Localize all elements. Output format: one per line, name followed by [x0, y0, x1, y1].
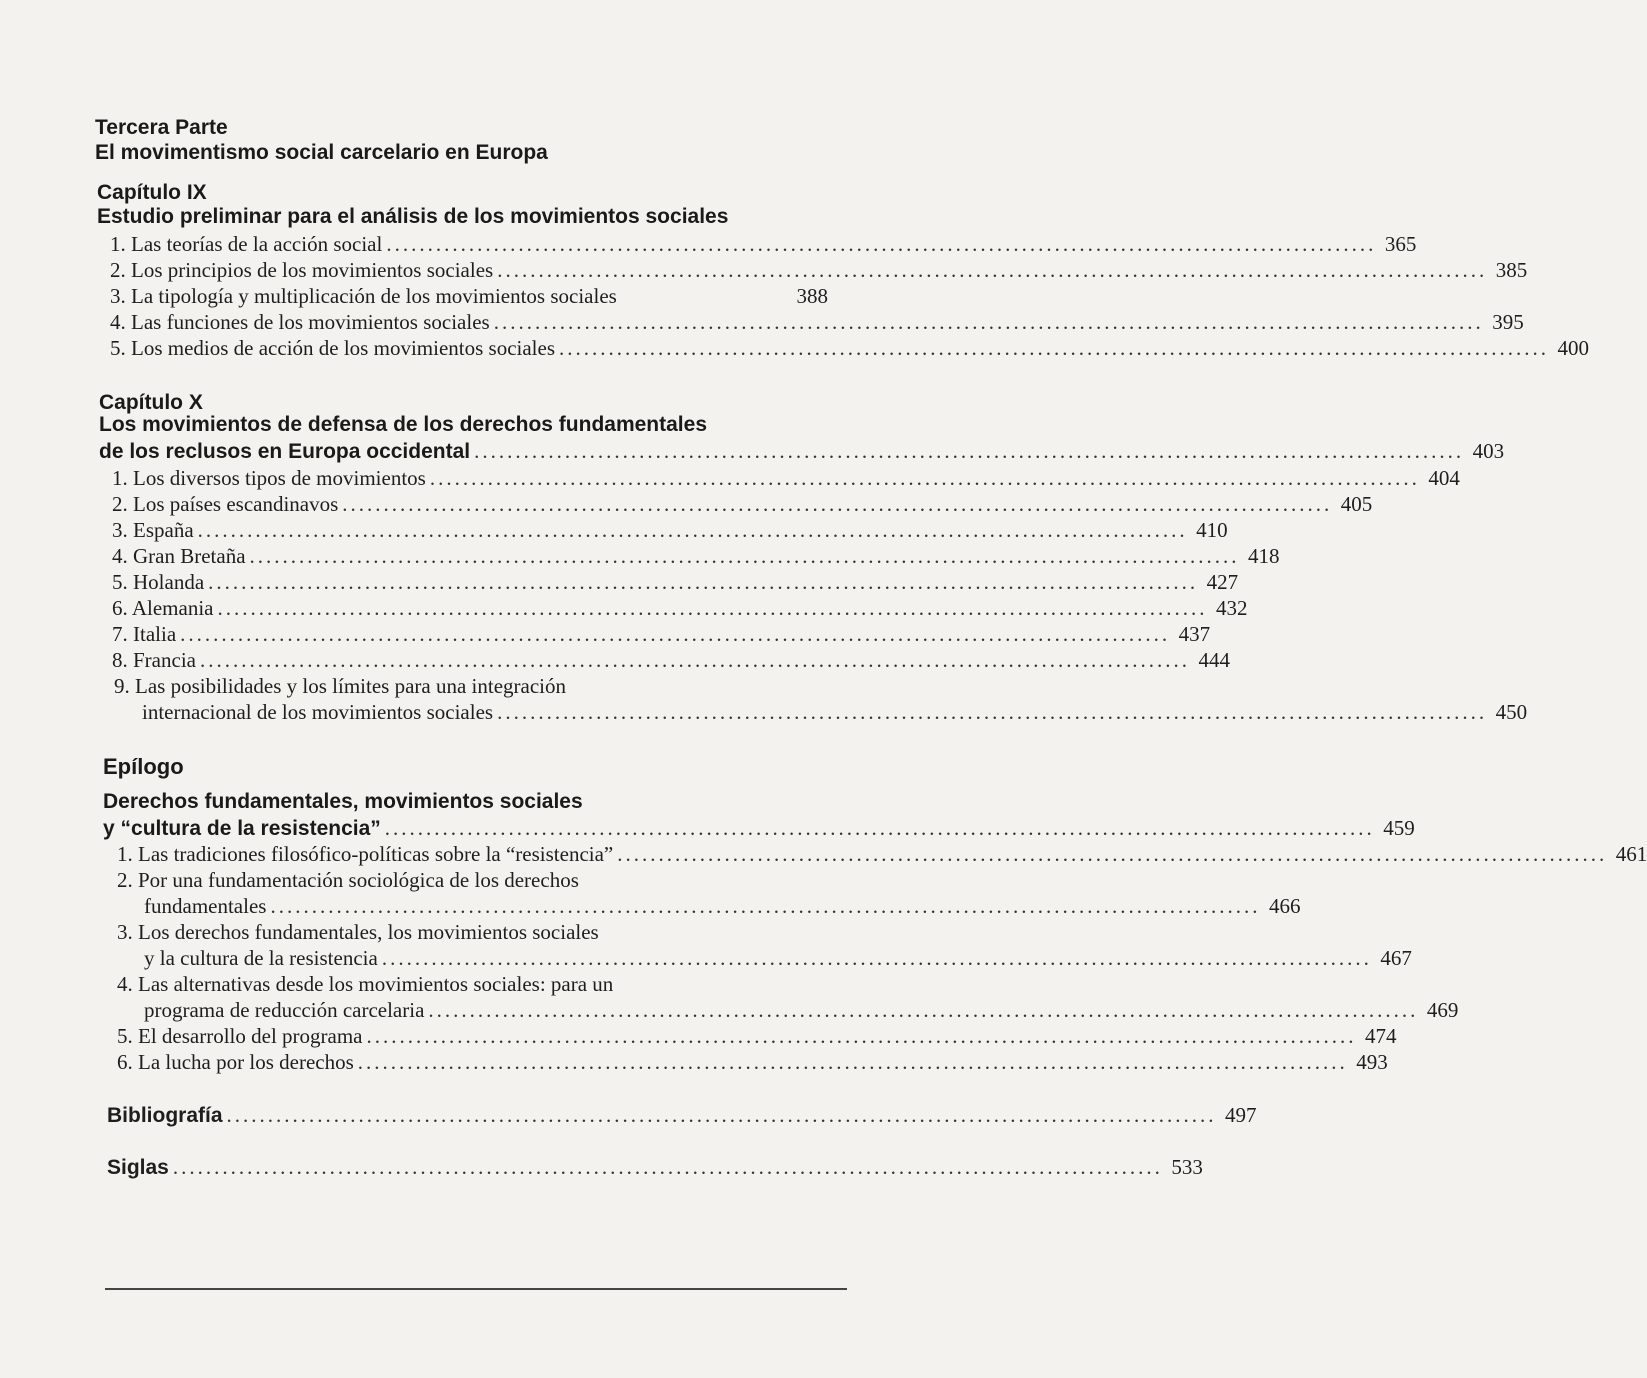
dot-leader: ........................................................................................................................ — [172, 1155, 1163, 1179]
entry-title: 2. Por una fundamentación sociológica de los derechos — [117, 868, 579, 892]
entry-title: 1. Las teorías de la acción social — [110, 232, 383, 256]
chapter-10-label: Capítulo X — [99, 391, 203, 414]
toc-entry — [112, 517, 1228, 543]
page-number: 410 — [1196, 518, 1228, 542]
dot-leader: ........................................................................................................................ — [197, 518, 1188, 542]
dot-leader: ........................................................................................................................ — [559, 336, 1549, 360]
dot-leader: ........................................................................................................................ — [617, 842, 1608, 866]
dot-leader: ........................................................................................................................ — [208, 570, 1199, 594]
entry-title: 6. Alemania — [112, 596, 214, 620]
page-number: 450 — [1495, 700, 1528, 724]
page-number: 400 — [1557, 336, 1589, 360]
epilogue-title-cont: y “cultura de la resistencia” — [103, 817, 381, 840]
toc-entry — [117, 1049, 1388, 1075]
epilogue-label: Epílogo — [103, 754, 184, 779]
acronyms-label: Siglas — [107, 1156, 169, 1179]
dot-leader: ........................................................................................................................ — [249, 544, 1240, 568]
page-number: 467 — [1380, 946, 1412, 970]
page-number: 437 — [1178, 622, 1211, 646]
entry-title-cont: y la cultura de la resistencia — [144, 946, 378, 970]
chapter-10-title: Los movimientos de defensa de los derechos fundamentales — [99, 413, 707, 436]
toc-entry — [110, 283, 828, 309]
bibliography-label: Bibliografía — [107, 1104, 223, 1127]
epilogue-title: Derechos fundamentales, movimientos sociales — [103, 790, 583, 813]
page-number: 385 — [1495, 258, 1528, 282]
entry-title: 2. Los países escandinavos — [112, 492, 339, 516]
bibliography-line — [107, 1102, 1257, 1128]
entry-title: 4. Las alternativas desde los movimientos sociales: para un — [117, 972, 614, 996]
toc-entry — [110, 309, 1524, 335]
page-number: 388 — [796, 284, 828, 308]
page-number: 405 — [1340, 492, 1373, 516]
dot-leader: ........................................................................................................................ — [497, 700, 1488, 724]
page-number: 418 — [1248, 544, 1280, 568]
entry-title: 8. Francia — [112, 648, 196, 672]
chapter-10-title-line — [99, 438, 1505, 464]
page-number: 432 — [1215, 596, 1248, 620]
toc-entry — [112, 647, 1230, 673]
page-number: 474 — [1365, 1024, 1397, 1048]
page-number: 469 — [1426, 998, 1459, 1022]
toc-entry — [110, 257, 1528, 283]
page-number: 461 — [1615, 842, 1647, 866]
page-number: 497 — [1225, 1103, 1257, 1127]
dot-leader: ........................................................................................................................ — [366, 1024, 1357, 1048]
page-number: 466 — [1268, 894, 1301, 918]
dot-leader: ........................................................................................................................ — [381, 946, 1372, 970]
dot-leader: ........................................................................................................................ — [270, 894, 1261, 918]
dot-leader: ........................................................................................................................ — [428, 998, 1419, 1022]
toc-entry — [110, 231, 1417, 257]
entry-title-cont: internacional de los movimientos sociales — [142, 700, 494, 724]
chapter-9-title: Estudio preliminar para el análisis de los movimientos sociales — [97, 205, 729, 228]
entry-title: 7. Italia — [112, 622, 177, 646]
epilogue-title-line — [103, 815, 1415, 841]
toc-entry — [144, 893, 1301, 919]
page-number: 444 — [1198, 648, 1230, 672]
chapter-9-label: Capítulo IX — [97, 181, 207, 204]
toc-entry — [144, 945, 1412, 971]
page-number: 459 — [1383, 816, 1415, 840]
dot-leader: ........................................................................................................................ — [384, 816, 1375, 840]
chapter-10-title-cont: de los reclusos en Europa occidental — [99, 440, 471, 463]
toc-entry — [112, 595, 1248, 621]
page-number: 403 — [1472, 439, 1505, 463]
entry-title: 3. Los derechos fundamentales, los movimientos sociales — [117, 920, 599, 944]
toc-entry — [117, 1023, 1397, 1049]
entry-title: 9. Las posibilidades y los límites para una integración — [114, 674, 566, 698]
entry-title: 3. La tipología y multiplicación de los movimientos sociales — [110, 284, 617, 308]
acronyms-line — [107, 1154, 1203, 1180]
dot-leader: ........................................................................................................................ — [497, 258, 1488, 282]
entry-title: 5. El desarrollo del programa — [117, 1024, 363, 1048]
dot-leader: ........................................................................................................................ — [342, 492, 1333, 516]
dot-leader: ........................................................................................................................ — [429, 466, 1420, 490]
entry-title: 1. Las tradiciones filosófico-políticas sobre la “resistencia” — [117, 842, 614, 866]
toc-entry — [142, 699, 1528, 725]
entry-title: 5. Los medios de acción de los movimientos sociales — [110, 336, 555, 360]
dot-leader: ........................................................................................................................ — [226, 1103, 1217, 1127]
dot-leader: ........................................................................................................................ — [474, 439, 1465, 463]
page-number: 365 — [1384, 232, 1417, 256]
entry-title-cont: fundamentales — [144, 894, 267, 918]
dot-leader: ........................................................................................................................ — [493, 310, 1484, 334]
page-number: 533 — [1171, 1155, 1203, 1179]
entry-title: 4. Las funciones de los movimientos sociales — [110, 310, 490, 334]
toc-entry — [112, 621, 1211, 647]
entry-title-cont: programa de reducción carcelaria — [144, 998, 425, 1022]
entry-title: 3. España — [112, 518, 194, 542]
dot-leader: ........................................................................................................................ — [357, 1050, 1348, 1074]
entry-title: 4. Gran Bretaña — [112, 544, 246, 568]
toc-entry — [112, 569, 1239, 595]
bottom-rule — [105, 1288, 847, 1290]
part-label: Tercera Parte — [95, 116, 228, 139]
toc-entry — [112, 543, 1280, 569]
entry-title: 5. Holanda — [112, 570, 205, 594]
toc-entry — [112, 491, 1373, 517]
page-number: 395 — [1492, 310, 1524, 334]
dot-leader: ........................................................................................................................ — [386, 232, 1377, 256]
dot-leader: ........................................................................................................................ — [180, 622, 1171, 646]
page-number: 427 — [1206, 570, 1239, 594]
toc-entry — [110, 335, 1589, 361]
entry-title: 6. La lucha por los derechos — [117, 1050, 354, 1074]
dot-leader: ........................................................................................................................ — [199, 648, 1190, 672]
part-title: El movimentismo social carcelario en Europa — [95, 141, 548, 164]
entry-title: 1. Los diversos tipos de movimientos — [112, 466, 426, 490]
page-number: 493 — [1356, 1050, 1388, 1074]
dot-leader: ........................................................................................................................ — [217, 596, 1208, 620]
toc-entry — [117, 841, 1647, 867]
page-number: 404 — [1428, 466, 1460, 490]
toc-entry — [112, 465, 1460, 491]
entry-title: 2. Los principios de los movimientos sociales — [110, 258, 494, 282]
toc-entry — [144, 997, 1459, 1023]
